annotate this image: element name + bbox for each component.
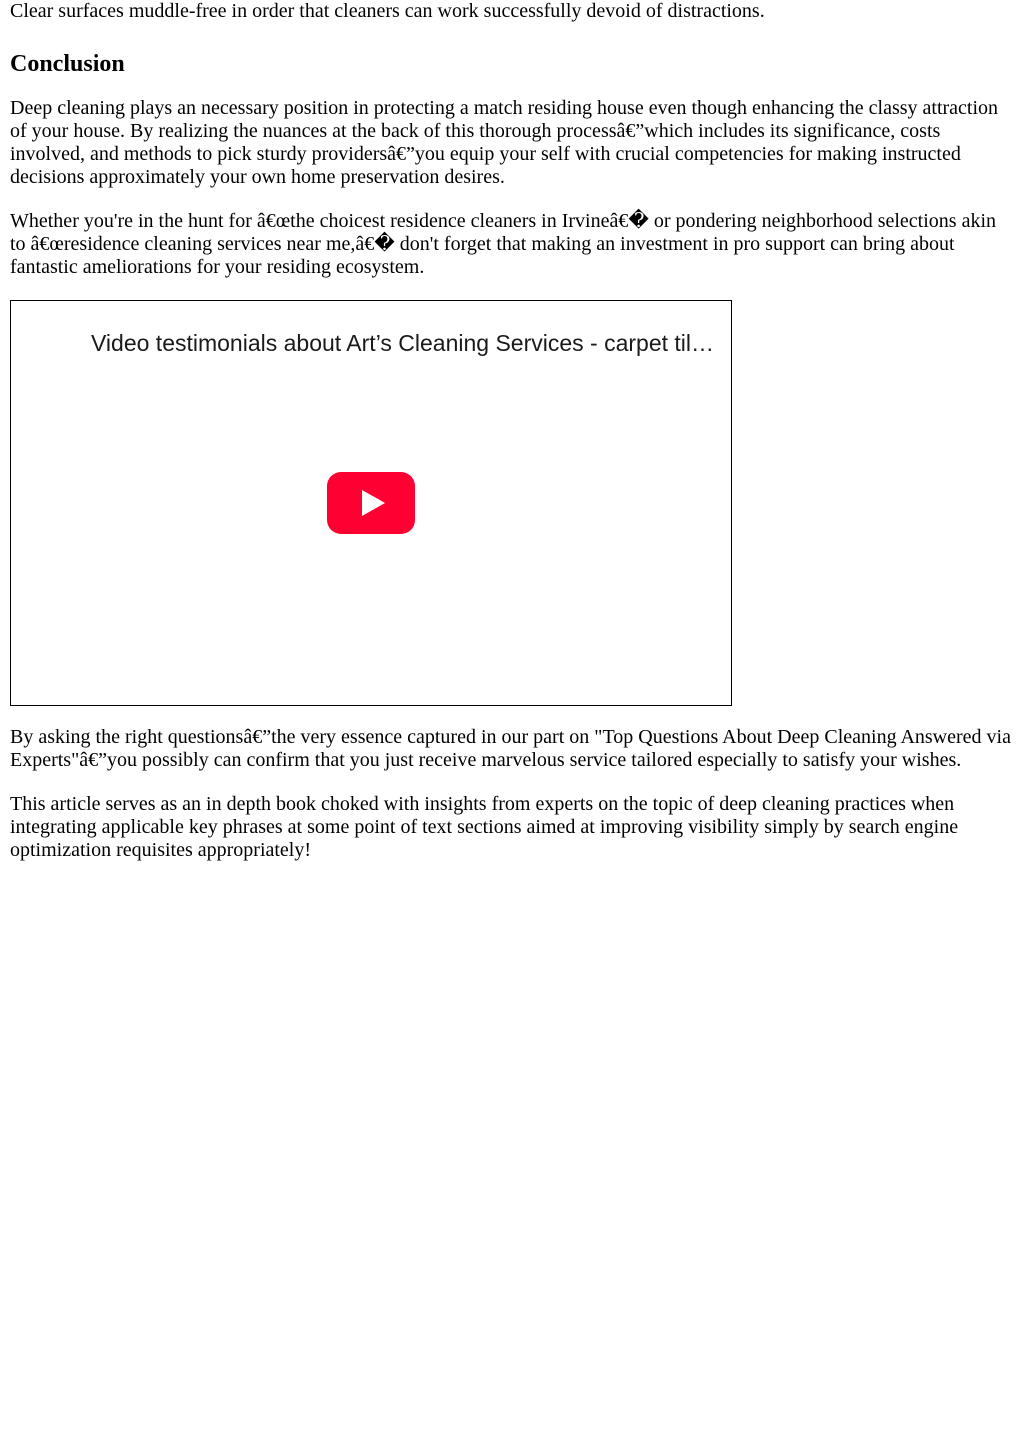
conclusion-paragraph-2: Whether you're in the hunt for â€œthe choicest residence cleaners in Irvineâ€� or pondering neighborhood selections akin to â€œresidence cleaning services near me,â€� don't forget that making an investment in pro support can bring about fantastic ameliorations for your residing ecosystem. [10, 210, 996, 278]
youtube-play-button[interactable] [327, 472, 415, 534]
conclusion-paragraph-1: Deep cleaning plays an necessary position in protecting a match residing house even though enhancing the classy attraction of your house. By realizing the nuances at the back of this thorough processâ€”which includes its significance, costs involved, and methods to pick sturdy providersâ€”you equip your self with crucial competencies for making instructed decisions approximately your own home preservation desires. [10, 97, 999, 188]
video-embed[interactable] [10, 300, 732, 706]
video-title[interactable]: Video testimonials about Art’s Cleaning Services - carpet til… [91, 330, 715, 356]
conclusion-paragraph-3: By asking the right questionsâ€”the very essence captured in our part on "Top Questions About Deep Cleaning Answered via Experts"â€”you possibly can confirm that you just receive marvelous service tailored especially to satisfy your wishes. [10, 726, 1011, 771]
conclusion-paragraph-4: This article serves as an in depth book choked with insights from experts on the topic of deep cleaning practices when integrating applicable key phrases at some point of text sections aimed at improving visibility simply by search engine optimization requisites appropriately! [10, 793, 959, 861]
youtube-play-icon[interactable] [327, 472, 415, 534]
conclusion-heading: Conclusion [10, 51, 125, 77]
intro-paragraph: Clear surfaces muddle-free in order that cleaners can work successfully devoid of distractions. [10, 0, 765, 22]
